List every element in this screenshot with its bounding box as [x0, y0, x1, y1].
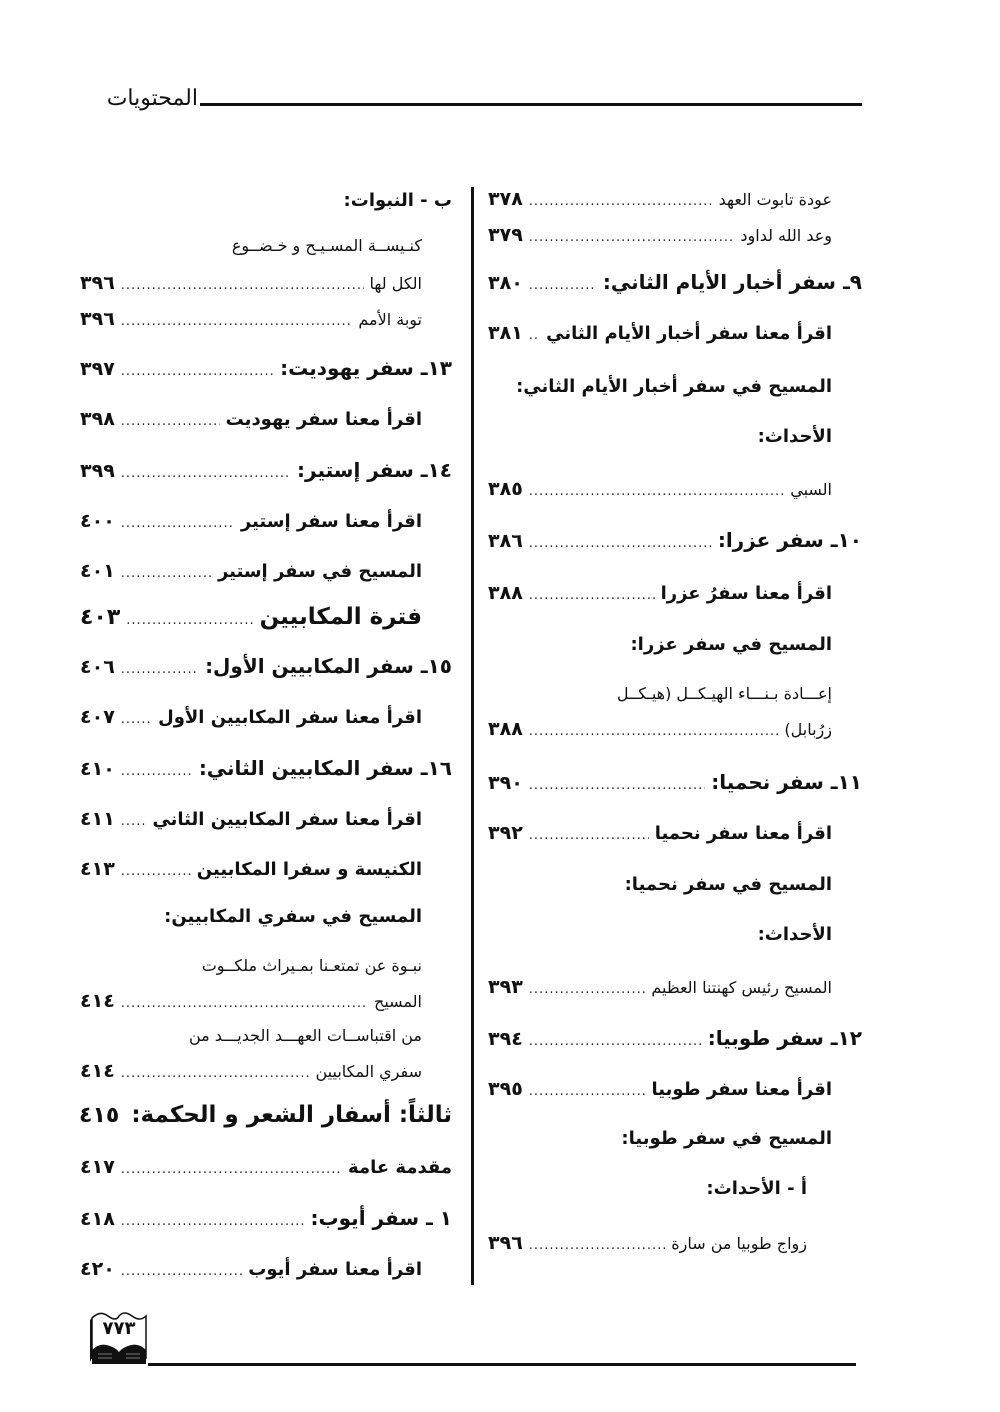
toc-entry-label: ١١ـ سفر نحميا:: [711, 770, 862, 794]
toc-entry-label: ثالثاً: أسفار الشعر و الحكمة:: [131, 1102, 452, 1128]
toc-entry-label: اقرأ معنا سفر المكابيين الأول: [158, 707, 422, 728]
toc-entry-line1: كنـيســة المسـيـح و خـضــوع: [231, 236, 422, 255]
toc-entry-page: ٣٩٣: [488, 976, 523, 998]
toc-entry-page: ٤١٨: [80, 1208, 115, 1230]
toc-entry[interactable]: [488, 976, 862, 998]
toc-entry-page: ٤١١: [80, 808, 115, 830]
toc-entry-label: السبي: [790, 480, 832, 499]
leader-dots: [121, 864, 191, 879]
toc-entry[interactable]: [80, 808, 452, 830]
toc-entry-page: ٤١٥: [79, 1103, 120, 1128]
toc-subheading: المسيح في سفري المكابيين:: [164, 906, 422, 927]
toc-entry-label: ٩ـ سفر أخبار الأيام الثاني:: [602, 270, 862, 294]
toc-entry[interactable]: [80, 1258, 452, 1280]
toc-entry-page: ٣٩٩: [80, 460, 115, 482]
toc-entry-label: ١ ـ سفر أيوب:: [310, 1206, 452, 1230]
toc-entry-label: اقرأ معنا سفر المكابيين الثاني: [152, 809, 422, 830]
toc-entry-page: ٤١٧: [80, 1156, 115, 1178]
toc-entry[interactable]: [80, 272, 452, 294]
toc-entry[interactable]: [488, 1232, 862, 1254]
leader-dots: [529, 328, 540, 343]
leader-dots: [529, 982, 646, 997]
toc-section-heading[interactable]: [80, 654, 452, 678]
leader-dots: [121, 1066, 310, 1081]
leader-dots: [529, 194, 713, 209]
toc-entry[interactable]: [80, 408, 452, 430]
leader-dots: [121, 566, 212, 581]
toc-subheading: الأحداث:: [757, 924, 832, 945]
toc-subheading: المسيح في سفر طوبيا:: [621, 1128, 832, 1149]
toc-entry-page: ٣٩٦: [80, 308, 115, 330]
toc-entry-page: ٣٧٨: [488, 188, 523, 210]
toc-entry[interactable]: [488, 718, 862, 740]
toc-section-heading[interactable]: [80, 604, 452, 630]
toc-entry-label: وعد الله لداود: [740, 226, 832, 245]
toc-entry-page: ٤٠٧: [80, 706, 115, 728]
leader-dots: [121, 516, 235, 531]
leader-dots: [529, 1084, 646, 1099]
toc-entry[interactable]: [488, 822, 862, 844]
toc-entry-page: ٣٩٥: [488, 1078, 523, 1100]
toc-entry-label: المسيح: [374, 992, 422, 1011]
toc-entry[interactable]: [80, 858, 452, 880]
toc-section-heading[interactable]: [80, 1206, 452, 1230]
toc-section-heading[interactable]: [488, 528, 862, 552]
toc-entry-label: المسيح في سفر إستير: [217, 561, 422, 582]
toc-entry-page: ٣٨٠: [488, 272, 523, 294]
toc-entry-page: ٤٢٠: [80, 1258, 115, 1280]
toc-entry[interactable]: [488, 582, 862, 604]
leader-dots: [529, 278, 597, 293]
toc-entry-page: ٤١٣: [80, 858, 115, 880]
toc-entry-page: ٣٨٨: [488, 718, 523, 740]
leader-dots: [121, 314, 353, 329]
toc-entry-page: ٣٨٥: [488, 478, 523, 500]
toc-entry-label: ١٢ـ سفر طوبيا:: [707, 1026, 862, 1050]
leader-dots: [121, 1162, 342, 1177]
column-divider: [471, 187, 474, 1285]
header-rule: [200, 103, 862, 106]
toc-entry[interactable]: [488, 478, 862, 500]
toc-entry-label: اقرأ معنا سفر أخبار الأيام الثاني: [546, 323, 832, 344]
toc-entry-page: ٣٧٩: [488, 224, 523, 246]
toc-entry-label: عودة تابوت العهد: [718, 190, 832, 209]
toc-subheading: ب - النبوات:: [343, 190, 452, 211]
toc-entry-label: ١٣ـ سفر يهوديت:: [280, 356, 452, 380]
leader-dots: [529, 778, 706, 793]
page-number: ٧٧٣: [102, 1318, 136, 1339]
leader-dots: [126, 613, 253, 628]
toc-entry-label: اقرأ معنا سفر يهوديت: [225, 409, 422, 430]
toc-entry-line1: نبـوة عن تمتعـنا بمـيراث ملكــوت: [201, 956, 422, 975]
toc-section-heading[interactable]: [488, 270, 862, 294]
toc-entry-page: ٣٩٠: [488, 772, 523, 794]
toc-entry[interactable]: [488, 224, 862, 246]
toc-entry-page: ٤٠٣: [80, 605, 121, 630]
toc-entry-page: ٤٠٦: [80, 656, 115, 678]
toc-entry-page: ٣٩٧: [80, 358, 115, 380]
toc-entry-page: ٤١٤: [80, 990, 115, 1012]
toc-entry-page: ٣٩٨: [80, 408, 115, 430]
toc-entry-page: ٣٨٦: [488, 530, 523, 552]
toc-entry-label: المسيح رئيس كهنتنا العظيم: [651, 978, 832, 997]
toc-section-heading[interactable]: [80, 1102, 452, 1128]
toc-entry-label: اقرأ معنا سفرُ عزرا: [660, 583, 832, 604]
leader-dots: [121, 764, 193, 779]
toc-section-heading[interactable]: [80, 756, 452, 780]
toc-entry-page: ٤١٤: [80, 1060, 115, 1082]
toc-section-heading[interactable]: [488, 1026, 862, 1050]
toc-entry-page: ٤٠١: [80, 560, 115, 582]
leader-dots: [529, 230, 735, 245]
toc-entry-label: الكنيسة و سفرا المكابيين: [196, 859, 422, 880]
toc-entry-label: ١٠ـ سفر عزرا:: [717, 528, 862, 552]
toc-entry[interactable]: [80, 510, 452, 532]
leader-dots: [529, 1034, 702, 1049]
toc-subheading: المسيح في سفر عزرا:: [630, 634, 832, 655]
leader-dots: [529, 484, 784, 499]
toc-entry[interactable]: [80, 560, 452, 582]
leader-dots: [529, 828, 649, 843]
toc-entry[interactable]: [80, 1156, 452, 1178]
leader-dots: [529, 536, 712, 551]
leader-dots: [121, 278, 364, 293]
toc-subheading: المسيح في سفر أخبار الأيام الثاني:: [516, 376, 832, 397]
toc-entry[interactable]: [80, 1060, 452, 1082]
toc-section-heading[interactable]: [488, 770, 862, 794]
toc-entry-label: اقرأ معنا سفر أيوب: [248, 1259, 422, 1280]
toc-entry-label: اقرأ معنا سفر نحميا: [654, 823, 832, 844]
toc-subheading: الأحداث:: [757, 426, 832, 447]
toc-entry-label: ١٦ـ سفر المكابيين الثاني:: [198, 756, 452, 780]
toc-entry-label: سفري المكابيين: [315, 1062, 422, 1081]
toc-entry-label: مقدمة عامة: [348, 1157, 452, 1178]
toc-entry[interactable]: [80, 308, 452, 330]
toc-entry-line1: من اقتباســات العهـــد الجديـــد من: [188, 1026, 422, 1045]
toc-entry-page: ٣٩٦: [80, 272, 115, 294]
toc-section-heading[interactable]: [80, 458, 452, 482]
leader-dots: [121, 466, 291, 481]
toc-entry[interactable]: [80, 706, 452, 728]
toc-entry-label: الكل لها: [369, 274, 422, 293]
leader-dots: [121, 414, 220, 429]
leader-dots: [529, 724, 779, 739]
leader-dots: [121, 364, 274, 379]
leader-dots: [121, 996, 368, 1011]
toc-entry-label: ١٤ـ سفر إستير:: [297, 458, 452, 482]
toc-entry-page: ٤١٠: [80, 758, 115, 780]
toc-entry-label: ١٥ـ سفر المكابيين الأول:: [205, 654, 452, 678]
toc-entry-label: اقرأ معنا سفر إستير: [240, 511, 422, 532]
toc-entry-label: زرُبابل): [784, 720, 832, 739]
toc-entry-page: ٣٨٨: [488, 582, 523, 604]
toc-entry[interactable]: [488, 322, 862, 344]
leader-dots: [529, 588, 655, 603]
toc-entry-page: ٣٩٦: [488, 1232, 523, 1254]
toc-entry-page: ٣٩٢: [488, 822, 523, 844]
toc-entry-page: ٤٠٠: [80, 510, 115, 532]
toc-entry-label: فترة المكابيين: [259, 604, 422, 630]
toc-subheading: المسيح في سفر نحميا:: [624, 874, 832, 895]
toc-subheading: أ - الأحداث:: [706, 1178, 807, 1199]
toc-entry-page: ٣٨١: [488, 322, 523, 344]
leader-dots: [121, 1264, 243, 1279]
leader-dots: [121, 814, 147, 829]
leader-dots: [529, 1238, 665, 1253]
footer-rule: [148, 1363, 856, 1366]
toc-entry-label: زواج طوبيا من سارة: [671, 1234, 807, 1253]
running-header-title: المحتويات: [106, 86, 198, 111]
toc-section-heading[interactable]: [80, 356, 452, 380]
toc-entry-page: ٣٩٤: [488, 1028, 523, 1050]
leader-dots: [121, 712, 152, 727]
toc-entry-line1: إعـــادة بـنـــاء الهيـكــل (هيـكــل: [616, 684, 832, 703]
toc-entry-label: توبة الأمم: [358, 310, 422, 329]
toc-entry-label: اقرأ معنا سفر طوبيا: [651, 1079, 832, 1100]
toc-entry[interactable]: [488, 1078, 862, 1100]
leader-dots: [121, 1214, 305, 1229]
toc-entry[interactable]: [488, 188, 862, 210]
toc-entry[interactable]: [80, 990, 452, 1012]
leader-dots: [121, 662, 199, 677]
